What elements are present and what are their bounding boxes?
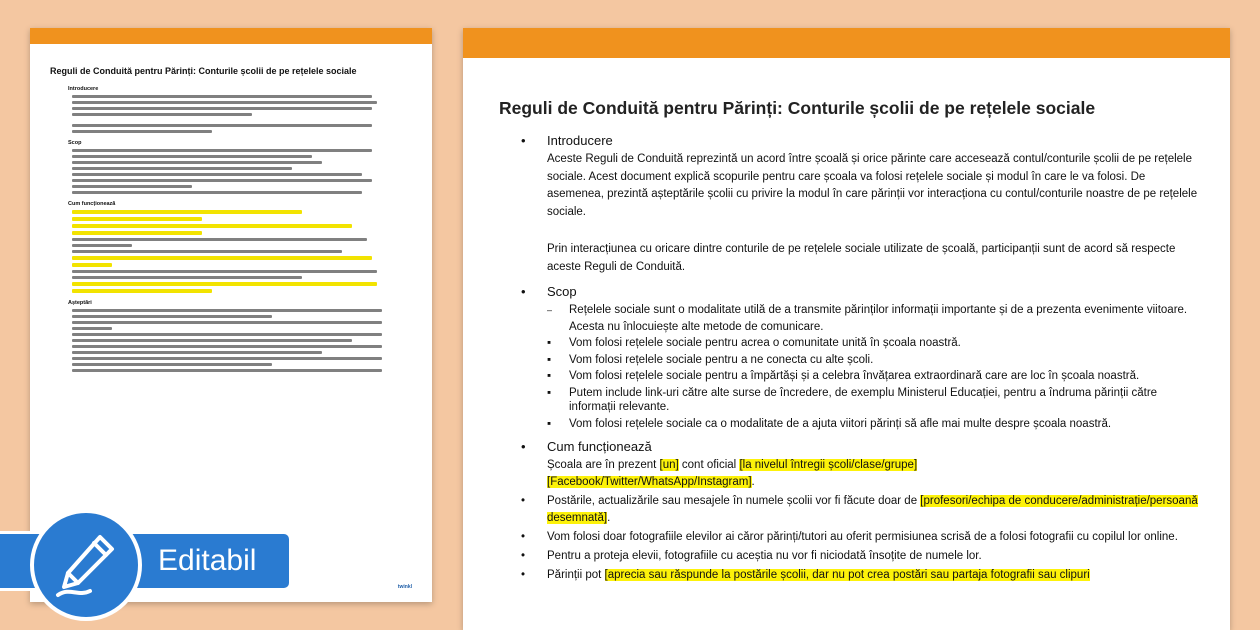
document-title: Reguli de Conduită pentru Părinți: Conturile școlii de pe rețelele sociale	[499, 98, 1096, 118]
page-header-bar	[463, 28, 1230, 58]
pencil-icon	[30, 509, 142, 621]
list-item: • Postările, actualizările sau mesajele în numele școlii vor fi făcute doar de [profesori/echipa de conducere/administrație/persoană desemnată].	[521, 495, 1198, 524]
paragraph: Aceste Reguli de Conduită reprezintă un acord între școală și orice părinte care accesează contul/conturile școlii de pe rețelele sociale. Acest document explică scopurile pentru care școala va folosi rețelele sociale și modul în care le va folosi. De asemenea, prezintă așteptările școlii cu privire la modul în care părinții vor interacționa cu contul/conturile noastre de pe rețelele sociale.	[547, 153, 1198, 218]
bullet-icon: •	[521, 133, 526, 148]
bullet-icon: •	[521, 550, 526, 562]
bullet-icon: ▪	[547, 417, 552, 430]
bullet-icon: •	[521, 439, 526, 454]
thumbnail-heading-expectations: Așteptări	[68, 300, 92, 306]
section-heading: Introducere	[547, 133, 613, 148]
thumbnail-heading-scope: Scop	[68, 140, 82, 146]
thumbnail-heading-intro: Introducere	[68, 86, 99, 92]
bullet-icon: •	[521, 495, 526, 507]
list-item: • Pentru a proteja elevii, fotografiile cu aceștia nu vor fi niciodată însoțite de numele lor.	[547, 548, 1200, 565]
dash-icon: –	[547, 305, 553, 315]
page-header-bar	[30, 28, 432, 44]
section-heading: Scop	[547, 284, 577, 299]
section-introducere	[499, 133, 1200, 276]
section-cum-functioneaza	[499, 439, 1200, 584]
section-scop	[499, 284, 1200, 431]
list-item: ▪ Vom folosi rețelele sociale pentru acrea o comunitate unită în școala noastră.	[547, 337, 961, 349]
bullet-icon: •	[521, 284, 526, 299]
document-page-zoomed	[463, 28, 1230, 630]
bullet-icon: ▪	[547, 353, 552, 366]
thumbnail-heading-how: Cum funcționează	[68, 201, 116, 207]
list-item: Școala are în prezent [un] cont oficial [la nivelul întregii școli/clase/grupe] [Facebook/Twitter/WhatsApp/Instagram].	[547, 459, 918, 488]
editable-badge	[0, 507, 296, 619]
list-item: ▪ Vom folosi rețelele sociale pentru a ne conecta cu alte școli.	[547, 353, 874, 366]
list-item: • Vom folosi doar fotografiile elevilor ai căror părinți/tutori au oferit permisiunea scrisă de a folosi fotografii cu copilul lor online.	[547, 529, 1200, 546]
bullet-icon: ▪	[547, 337, 552, 349]
badge-label: Editabil	[158, 544, 257, 577]
bullet-icon: •	[521, 531, 526, 543]
list-item: ▪ Vom folosi rețelele sociale pentru a împărtăși și a celebra învățarea extraordinară care are loc în școala noastră.	[547, 370, 1140, 382]
thumbnail-title: Reguli de Conduită pentru Părinți: Conturile școlii de pe rețelele sociale	[50, 66, 357, 76]
list-item: ▪ Putem include link-uri către alte surse de încredere, de exemplu Ministerul Educației, pentru a îndruma părinții către informații relevante.	[547, 386, 1158, 413]
twinkl-logo: twinkl	[397, 584, 412, 590]
paragraph: Prin interacțiunea cu oricare dintre conturile de pe rețelele sociale utilizate de școală, participanții sunt de acord să respecte aceste Reguli de Conduită.	[547, 243, 1176, 273]
bullet-icon: ▪	[547, 386, 552, 399]
bullet-icon: ▪	[547, 370, 552, 382]
section-heading: Cum funcționează	[547, 439, 652, 454]
list-item: – Rețelele sociale sunt o modalitate utilă de a transmite părinților informații importante și de a prezenta evenimente viitoare. Acesta nu înlocuiește alte metode de comunicare.	[547, 304, 1188, 333]
bullet-icon: •	[521, 569, 526, 581]
list-item: • Părinții pot [aprecia sau răspunde la postările școlii, dar nu pot crea postări sau partaja fotografii sau clipuri	[547, 567, 1200, 584]
list-item: ▪ Vom folosi rețelele sociale ca o modalitate de a ajuta viitori părinți să afle mai multe despre școala noastră.	[547, 417, 1112, 430]
